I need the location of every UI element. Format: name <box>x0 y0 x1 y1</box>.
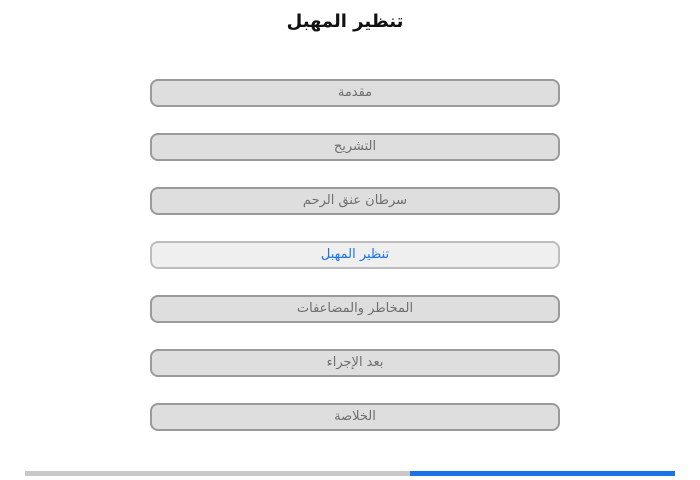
nav-button-anatomy[interactable]: التشريح <box>150 133 560 161</box>
nav-button-cervical-cancer[interactable]: سرطان عنق الرحم <box>150 187 560 215</box>
section-nav <box>150 79 560 457</box>
nav-button-after-procedure[interactable]: بعد الإجراء <box>150 349 560 377</box>
nav-button-summary[interactable]: الخلاصة <box>150 403 560 431</box>
page-title: تنظير المهبل <box>286 11 404 32</box>
progress-fill <box>410 471 675 476</box>
nav-button-introduction[interactable]: مقدمة <box>150 79 560 107</box>
progress-bar <box>25 471 675 476</box>
nav-button-colposcopy[interactable]: تنظير المهبل <box>150 241 560 269</box>
nav-button-risks-complications[interactable]: المخاطر والمضاعفات <box>150 295 560 323</box>
